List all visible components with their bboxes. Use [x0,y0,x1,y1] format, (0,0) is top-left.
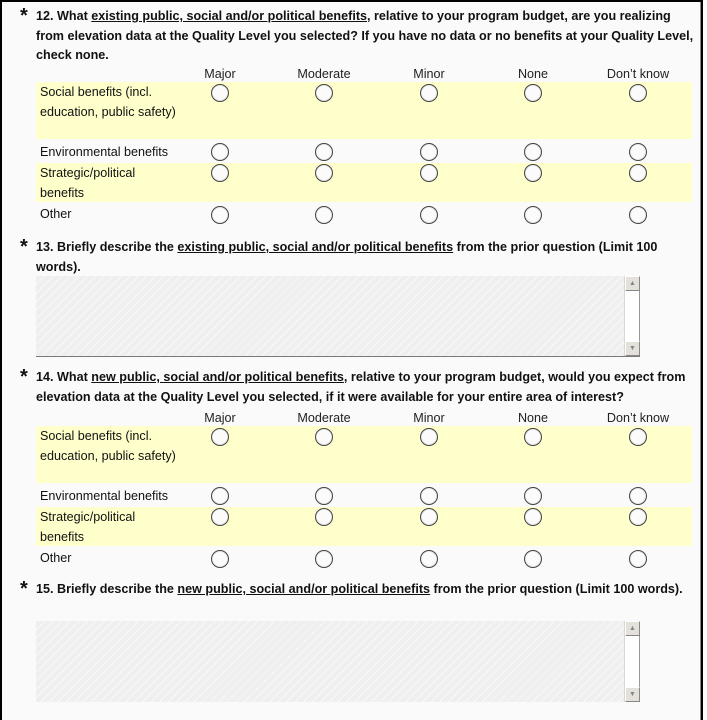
question-15-scrollbar[interactable] [624,621,640,702]
question-13-prefix: 13. Briefly describe the [36,240,178,254]
column-header-major: Major [204,67,236,81]
column-header-moderate: Moderate [297,67,351,81]
radio-other-none[interactable] [524,206,542,224]
question-13-suffix: from the prior question (Limit 100 words). [36,240,658,274]
question-15-suffix: from the prior question (Limit 100 words). [430,582,683,596]
radio-other-minor[interactable] [420,550,438,568]
scroll-down-arrow-icon[interactable]: ▼ [625,341,640,356]
question-14-prefix: 14. What [36,370,92,384]
row-label: Other [40,551,72,565]
column-header-none: None [517,411,549,425]
row-label: Other [40,207,72,221]
radio-social-major[interactable] [211,84,229,102]
question-14-text [18,368,698,407]
radio-social-none[interactable] [524,84,542,102]
column-header-dont-know: Don’t know [606,67,670,81]
radio-environmental-minor[interactable] [420,143,438,161]
scroll-up-arrow-icon[interactable]: ▲ [625,621,640,636]
column-header-none: None [517,67,549,81]
question-12-suffix: , relative to your program budget, are you realizing from elevation data at the Quality Level you selected? If you have no data or no benefits at your Quality Level, check none. [36,9,694,62]
radio-environmental-major[interactable] [211,487,229,505]
radio-social-moderate[interactable] [315,428,333,446]
radio-environmental-minor[interactable] [420,487,438,505]
radio-social-minor[interactable] [420,84,438,102]
row-label: Environmental benefits [40,145,169,159]
radio-environmental-moderate[interactable] [315,487,333,505]
column-header-moderate: Moderate [297,411,351,425]
required-asterisk-icon: * [20,236,28,258]
column-header-minor: Minor [413,67,445,81]
radio-strategic-minor[interactable] [420,508,438,526]
row-label: Social benefits (incl. education, public safety) [40,429,176,463]
radio-social-moderate[interactable] [315,84,333,102]
question-15-emphasis: new public, social and/or political benefits [177,582,431,596]
required-asterisk-icon: * [20,366,28,388]
radio-social-minor[interactable] [420,428,438,446]
radio-strategic-moderate[interactable] [315,164,333,182]
question-15-text [18,580,698,600]
question-12-text [18,7,698,66]
matrix-row-other [36,548,692,568]
row-label: Social benefits (incl. education, public safety) [40,85,176,119]
radio-strategic-major[interactable] [211,164,229,182]
scroll-up-arrow-icon[interactable]: ▲ [625,276,640,291]
matrix-row-strategic [36,507,692,546]
question-14 [18,368,698,407]
question-13-scrollbar[interactable] [624,276,640,356]
radio-environmental-none[interactable] [524,487,542,505]
radio-strategic-none[interactable] [524,508,542,526]
question-13-emphasis: existing public, social and/or political benefits [177,240,454,254]
radio-other-moderate[interactable] [315,550,333,568]
question-12-emphasis: existing public, social and/or political benefits [91,9,368,23]
question-13-text [18,238,698,277]
radio-other-dont-know[interactable] [629,206,647,224]
required-asterisk-icon: * [20,5,28,27]
question-14-emphasis: new public, social and/or political benefits [91,370,344,384]
row-label: Strategic/political benefits [40,166,136,200]
radio-social-none[interactable] [524,428,542,446]
question-15 [18,580,698,600]
matrix-row-social [36,426,692,483]
radio-strategic-minor[interactable] [420,164,438,182]
row-label: Environmental benefits [40,489,169,503]
question-13-textarea[interactable] [36,276,640,357]
row-label: Strategic/political benefits [40,510,136,544]
radio-other-none[interactable] [524,550,542,568]
radio-environmental-major[interactable] [211,143,229,161]
radio-strategic-major[interactable] [211,508,229,526]
matrix-row-other [36,204,692,224]
radio-social-dont-know[interactable] [629,84,647,102]
radio-other-moderate[interactable] [315,206,333,224]
scroll-down-arrow-icon[interactable]: ▼ [625,687,640,702]
radio-other-major[interactable] [211,206,229,224]
radio-strategic-moderate[interactable] [315,508,333,526]
matrix-row-environmental [36,486,692,506]
matrix-row-strategic [36,163,692,202]
radio-environmental-dont-know[interactable] [629,487,647,505]
radio-strategic-dont-know[interactable] [629,164,647,182]
radio-other-major[interactable] [211,550,229,568]
column-header-minor: Minor [413,411,445,425]
question-14-suffix: , relative to your program budget, would you expect from elevation data at the Quality Level you selected, if it were available for your entire area of interest? [36,370,686,404]
question-12 [18,7,698,66]
question-15-prefix: 15. Briefly describe the [36,582,178,596]
radio-strategic-dont-know[interactable] [629,508,647,526]
radio-environmental-moderate[interactable] [315,143,333,161]
question-12-prefix: 12. What [36,9,92,23]
matrix-row-social [36,82,692,139]
column-header-major: Major [204,411,236,425]
question-15-textarea[interactable] [36,621,640,702]
radio-other-minor[interactable] [420,206,438,224]
question-14-matrix [36,410,692,570]
radio-other-dont-know[interactable] [629,550,647,568]
radio-environmental-dont-know[interactable] [629,143,647,161]
radio-social-dont-know[interactable] [629,428,647,446]
matrix-row-environmental [36,142,692,162]
radio-environmental-none[interactable] [524,143,542,161]
radio-social-major[interactable] [211,428,229,446]
column-header-dont-know: Don’t know [606,411,670,425]
question-13 [18,238,698,277]
required-asterisk-icon: * [20,578,28,600]
question-12-matrix [36,66,692,226]
radio-strategic-none[interactable] [524,164,542,182]
